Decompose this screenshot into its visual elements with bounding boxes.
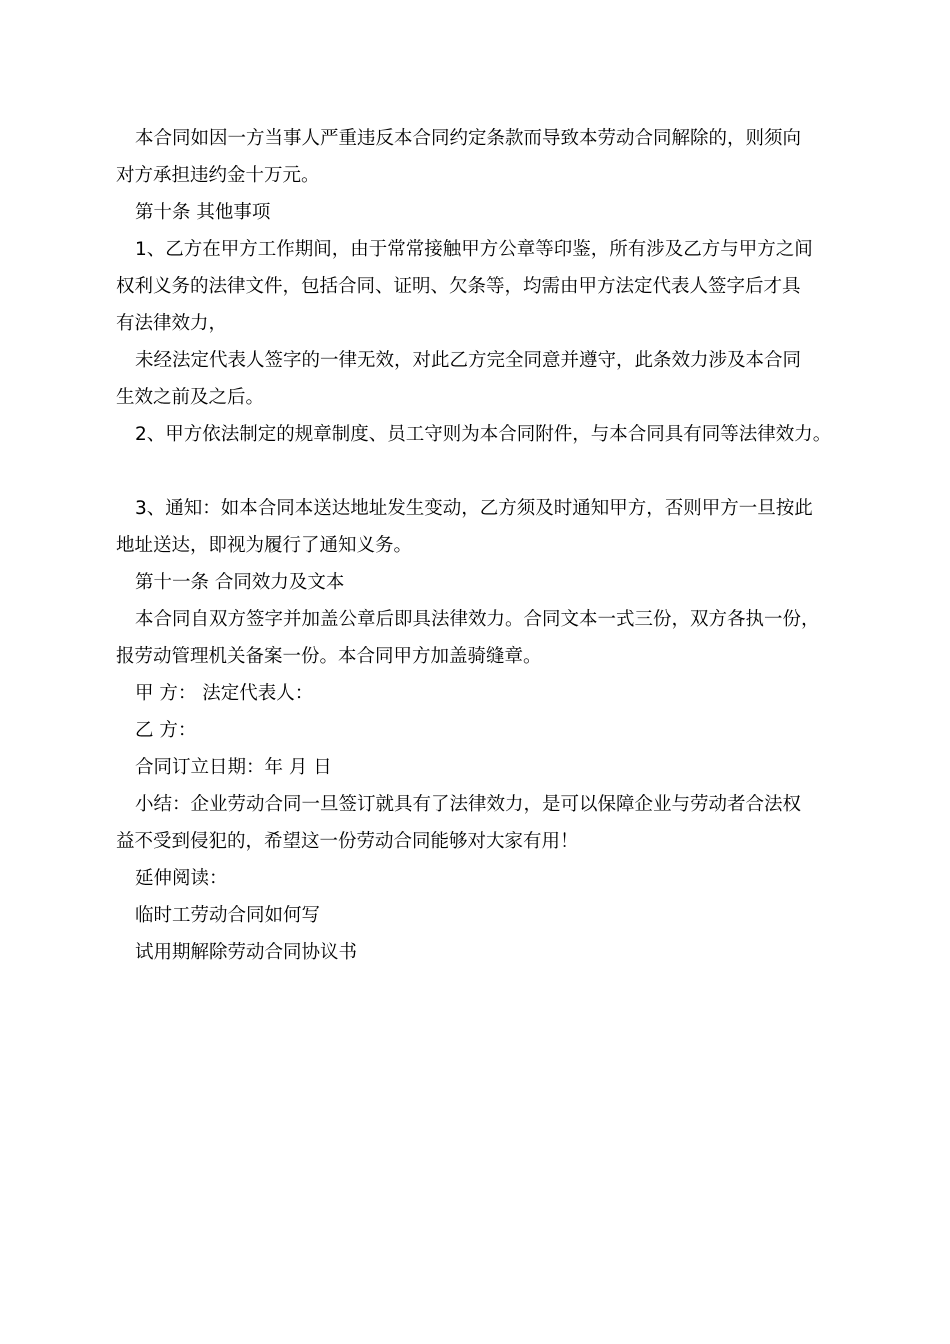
line: 第十条 其他事项 (135, 202, 271, 223)
further-reading-item-1 (116, 897, 846, 934)
line: 试用期解除劳动合同协议书 (135, 942, 358, 963)
line: 临时工劳动合同如何写 (135, 905, 321, 926)
line: 对方承担违约金十万元。 (116, 165, 320, 186)
line: 生效之前及之后。 (116, 387, 265, 408)
line: 权利义务的法律文件，包括合同、证明、欠条等，均需由甲方法定代表人签字后才具 (116, 276, 801, 297)
line: 未经法定代表人签字的一律无效，对此乙方完全同意并遵守，此条效力涉及本合同 (135, 350, 802, 371)
line: 本合同自双方签字并加盖公章后即具法律效力。合同文本一式三份，双方各执一份， (135, 609, 820, 630)
line: 小结：企业劳动合同一旦签订就具有了法律效力，是可以保障企业与劳动者合法权 (135, 794, 802, 815)
paragraph-summary (116, 786, 846, 860)
heading-article-11 (116, 564, 846, 601)
paragraph-contract-validity (116, 601, 846, 675)
further-reading-item-2 (116, 934, 846, 971)
heading-article-10 (116, 194, 846, 231)
line: 益不受到侵犯的，希望这一份劳动合同能够对大家有用！ (116, 831, 579, 852)
line: 有法律效力， (116, 313, 228, 334)
line: 延伸阅读： (135, 868, 228, 889)
line: 本合同如因一方当事人严重违反本合同约定条款而导致本劳动合同解除的，则须向 (135, 128, 802, 149)
document-body (116, 120, 846, 971)
line: 甲 方： 法定代表人： (135, 683, 314, 704)
line: 报劳动管理机关备案一份。本合同甲方加盖骑缝章。 (116, 646, 542, 667)
blank-line (116, 453, 846, 490)
paragraph-item-1 (116, 231, 846, 342)
paragraph-item-3 (116, 490, 846, 564)
paragraph-item-2 (116, 416, 846, 453)
line: 合同订立日期：年 月 日 (135, 757, 332, 778)
line: 地址送达，即视为履行了通知义务。 (116, 535, 413, 556)
further-reading-label (116, 860, 846, 897)
line: 第十一条 合同效力及文本 (135, 572, 345, 593)
signature-party-b (116, 712, 846, 749)
line: 1、乙方在甲方工作期间，由于常常接触甲方公章等印鉴，所有涉及乙方与甲方之间 (135, 239, 813, 260)
signature-party-a (116, 675, 846, 712)
paragraph-breach-penalty (116, 120, 846, 194)
contract-date (116, 749, 846, 786)
line: 2、甲方依法制定的规章制度、员工守则为本合同附件，与本合同具有同等法律效力。 (135, 424, 832, 445)
line: 3、通知：如本合同本送达地址发生变动，乙方须及时通知甲方，否则甲方一旦按此 (135, 498, 813, 519)
paragraph-signature-rule (116, 342, 846, 416)
line: 乙 方： (135, 720, 197, 741)
